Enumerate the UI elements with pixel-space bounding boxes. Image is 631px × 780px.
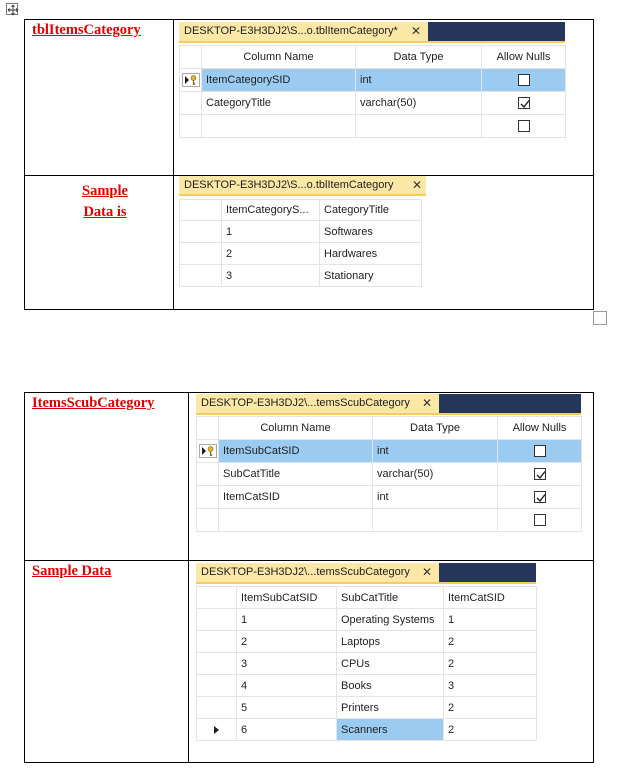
designer-row-empty[interactable] [197, 509, 582, 532]
designer-row[interactable] [197, 463, 582, 486]
data-tab-1[interactable] [179, 176, 426, 196]
data-row-current[interactable] [197, 719, 537, 741]
column-name-cell[interactable]: ItemCatSID [219, 486, 373, 509]
data-cell[interactable]: 3 [237, 653, 337, 675]
data-cell[interactable]: Stationary [320, 265, 422, 287]
row-selector[interactable] [197, 463, 219, 486]
table-move-handle[interactable] [6, 3, 18, 15]
table1-sample-cell [25, 176, 174, 310]
column-name-cell[interactable]: CategoryTitle [202, 92, 356, 115]
allow-nulls-header: Allow Nulls [498, 417, 582, 440]
close-icon[interactable]: ✕ [422, 565, 433, 579]
data-cell[interactable]: Printers [337, 697, 444, 719]
sample-data-heading: Sample Data [32, 563, 112, 579]
column-name-cell[interactable]: ItemCategorySID [202, 69, 356, 92]
row-selector-header [197, 587, 237, 609]
column-name-cell[interactable] [219, 509, 373, 532]
data-cell[interactable]: CPUs [337, 653, 444, 675]
designer-row-empty[interactable] [180, 115, 566, 138]
row-selector[interactable] [180, 243, 222, 265]
designer-grid-2 [196, 416, 582, 532]
data-row[interactable] [180, 221, 422, 243]
data-column-header: ItemCategoryS... [222, 200, 320, 221]
allow-nulls-cell[interactable] [482, 115, 566, 138]
data-cell-selected[interactable]: Scanners [337, 719, 444, 741]
row-selector[interactable] [197, 440, 219, 463]
data-row[interactable] [197, 653, 537, 675]
data-column-header: SubCatTitle [337, 587, 444, 609]
data-type-header: Data Type [373, 417, 498, 440]
designer-grid-1 [179, 45, 566, 138]
designer-grid-2-header [197, 417, 582, 440]
allow-nulls-checkbox[interactable] [518, 97, 530, 109]
row-selector[interactable] [197, 719, 237, 741]
row-selector[interactable] [197, 675, 237, 697]
sample-heading-line2: Data is [83, 204, 127, 220]
checkmark-icon [519, 98, 531, 110]
row-selector[interactable] [197, 697, 237, 719]
row-selector[interactable] [197, 653, 237, 675]
row-selector-header [197, 417, 219, 440]
row-selector[interactable] [180, 221, 222, 243]
designer-row[interactable] [197, 486, 582, 509]
designer-tab-2-label: DESKTOP-E3H3DJ2\...temsScubCategory [201, 397, 410, 409]
data-cell[interactable]: 6 [237, 719, 337, 741]
column-name-header: Column Name [219, 417, 373, 440]
data-tab-strip-2 [196, 563, 536, 584]
data-cell[interactable]: Hardwares [320, 243, 422, 265]
designer-tab-1[interactable] [179, 22, 428, 41]
table2-heading: ItemsScubCategory [32, 395, 155, 411]
data-row[interactable] [197, 675, 537, 697]
data-column-header: CategoryTitle [320, 200, 422, 221]
column-name-cell[interactable] [202, 115, 356, 138]
data-grid-1 [179, 199, 422, 287]
data-cell[interactable]: 5 [237, 697, 337, 719]
allow-nulls-checkbox[interactable] [534, 491, 546, 503]
checkmark-icon [535, 469, 547, 481]
designer-grid-1-header [180, 46, 566, 69]
data-cell[interactable]: 1 [444, 609, 537, 631]
designer-tab-strip-2 [196, 394, 581, 415]
row-selector[interactable] [180, 265, 222, 287]
data-column-header: ItemCatSID [444, 587, 537, 609]
data-type-cell[interactable]: varchar(50) [373, 463, 498, 486]
allow-nulls-checkbox[interactable] [518, 74, 530, 86]
data-cell[interactable]: 2 [444, 719, 537, 741]
designer-tab-2[interactable] [196, 394, 439, 413]
data-row[interactable] [197, 697, 537, 719]
data-row[interactable] [180, 243, 422, 265]
allow-nulls-cell[interactable] [498, 509, 582, 532]
row-selector[interactable] [197, 486, 219, 509]
table-resize-handle[interactable] [593, 311, 607, 325]
designer-row[interactable] [197, 440, 582, 463]
data-type-cell[interactable]: int [373, 440, 498, 463]
close-icon[interactable]: ✕ [411, 24, 422, 38]
close-icon[interactable]: ✕ [422, 396, 433, 410]
allow-nulls-checkbox[interactable] [518, 120, 530, 132]
data-row[interactable] [180, 265, 422, 287]
data-row[interactable] [197, 609, 537, 631]
table2-heading-cell [25, 393, 189, 561]
allow-nulls-checkbox[interactable] [534, 445, 546, 457]
data-cell[interactable]: 1 [222, 221, 320, 243]
data-type-cell[interactable]: varchar(50) [356, 92, 482, 115]
data-cell[interactable]: Books [337, 675, 444, 697]
data-cell[interactable]: 2 [444, 631, 537, 653]
data-cell[interactable]: Operating Systems [337, 609, 444, 631]
row-selector[interactable] [180, 115, 202, 138]
row-selector[interactable] [197, 609, 237, 631]
table1-heading: tblItemsCategory [32, 22, 141, 38]
data-type-cell[interactable] [356, 115, 482, 138]
data-cell[interactable]: Softwares [320, 221, 422, 243]
table1-heading-cell [25, 20, 174, 176]
data-grid-1-header [180, 200, 422, 221]
designer-tab-strip-1 [179, 22, 565, 43]
designer-row[interactable] [180, 92, 566, 115]
primary-key-icon [199, 444, 217, 458]
designer-row[interactable] [180, 69, 566, 92]
data-type-cell[interactable] [373, 509, 498, 532]
column-name-header: Column Name [202, 46, 356, 69]
data-type-cell[interactable]: int [356, 69, 482, 92]
row-selector[interactable] [180, 69, 202, 92]
data-type-header: Data Type [356, 46, 482, 69]
data-cell[interactable]: 2 [222, 243, 320, 265]
data-cell[interactable]: 4 [237, 675, 337, 697]
primary-key-icon [182, 73, 200, 87]
data-cell[interactable]: 2 [237, 631, 337, 653]
row-selector[interactable] [180, 92, 202, 115]
data-cell[interactable]: 1 [237, 609, 337, 631]
row-selector[interactable] [197, 631, 237, 653]
row-selector-header [180, 200, 222, 221]
data-column-header: ItemSubCatSID [237, 587, 337, 609]
allow-nulls-checkbox[interactable] [534, 468, 546, 480]
data-tab-1-label: DESKTOP-E3H3DJ2\S...o.tblItemCategory [184, 179, 394, 191]
allow-nulls-cell[interactable] [498, 463, 582, 486]
data-cell[interactable]: 2 [444, 653, 537, 675]
data-cell[interactable]: 2 [444, 697, 537, 719]
data-tab-2[interactable] [196, 563, 439, 582]
allow-nulls-cell[interactable] [498, 486, 582, 509]
data-row[interactable] [197, 631, 537, 653]
allow-nulls-checkbox[interactable] [534, 514, 546, 526]
sample-heading-line1: Sample [82, 183, 128, 199]
data-type-cell[interactable]: int [373, 486, 498, 509]
data-cell[interactable]: Laptops [337, 631, 444, 653]
column-name-cell[interactable]: ItemSubCatSID [219, 440, 373, 463]
allow-nulls-header: Allow Nulls [482, 46, 566, 69]
data-cell[interactable]: 3 [222, 265, 320, 287]
row-selector-header [180, 46, 202, 69]
current-row-arrow-icon [213, 725, 221, 735]
allow-nulls-cell[interactable] [482, 69, 566, 92]
table2-sample-cell [25, 561, 189, 763]
data-cell[interactable]: 3 [444, 675, 537, 697]
close-icon[interactable]: ✕ [412, 178, 423, 192]
move-arrows-icon [7, 4, 19, 16]
data-grid-2 [196, 586, 537, 741]
data-grid-2-header [197, 587, 537, 609]
designer-tab-1-label: DESKTOP-E3H3DJ2\S...o.tblItemCategory* [184, 25, 398, 37]
allow-nulls-cell[interactable] [482, 92, 566, 115]
allow-nulls-cell[interactable] [498, 440, 582, 463]
row-selector[interactable] [197, 509, 219, 532]
data-tab-2-label: DESKTOP-E3H3DJ2\...temsScubCategory [201, 566, 410, 578]
checkmark-icon [535, 492, 547, 504]
column-name-cell[interactable]: SubCatTitle [219, 463, 373, 486]
